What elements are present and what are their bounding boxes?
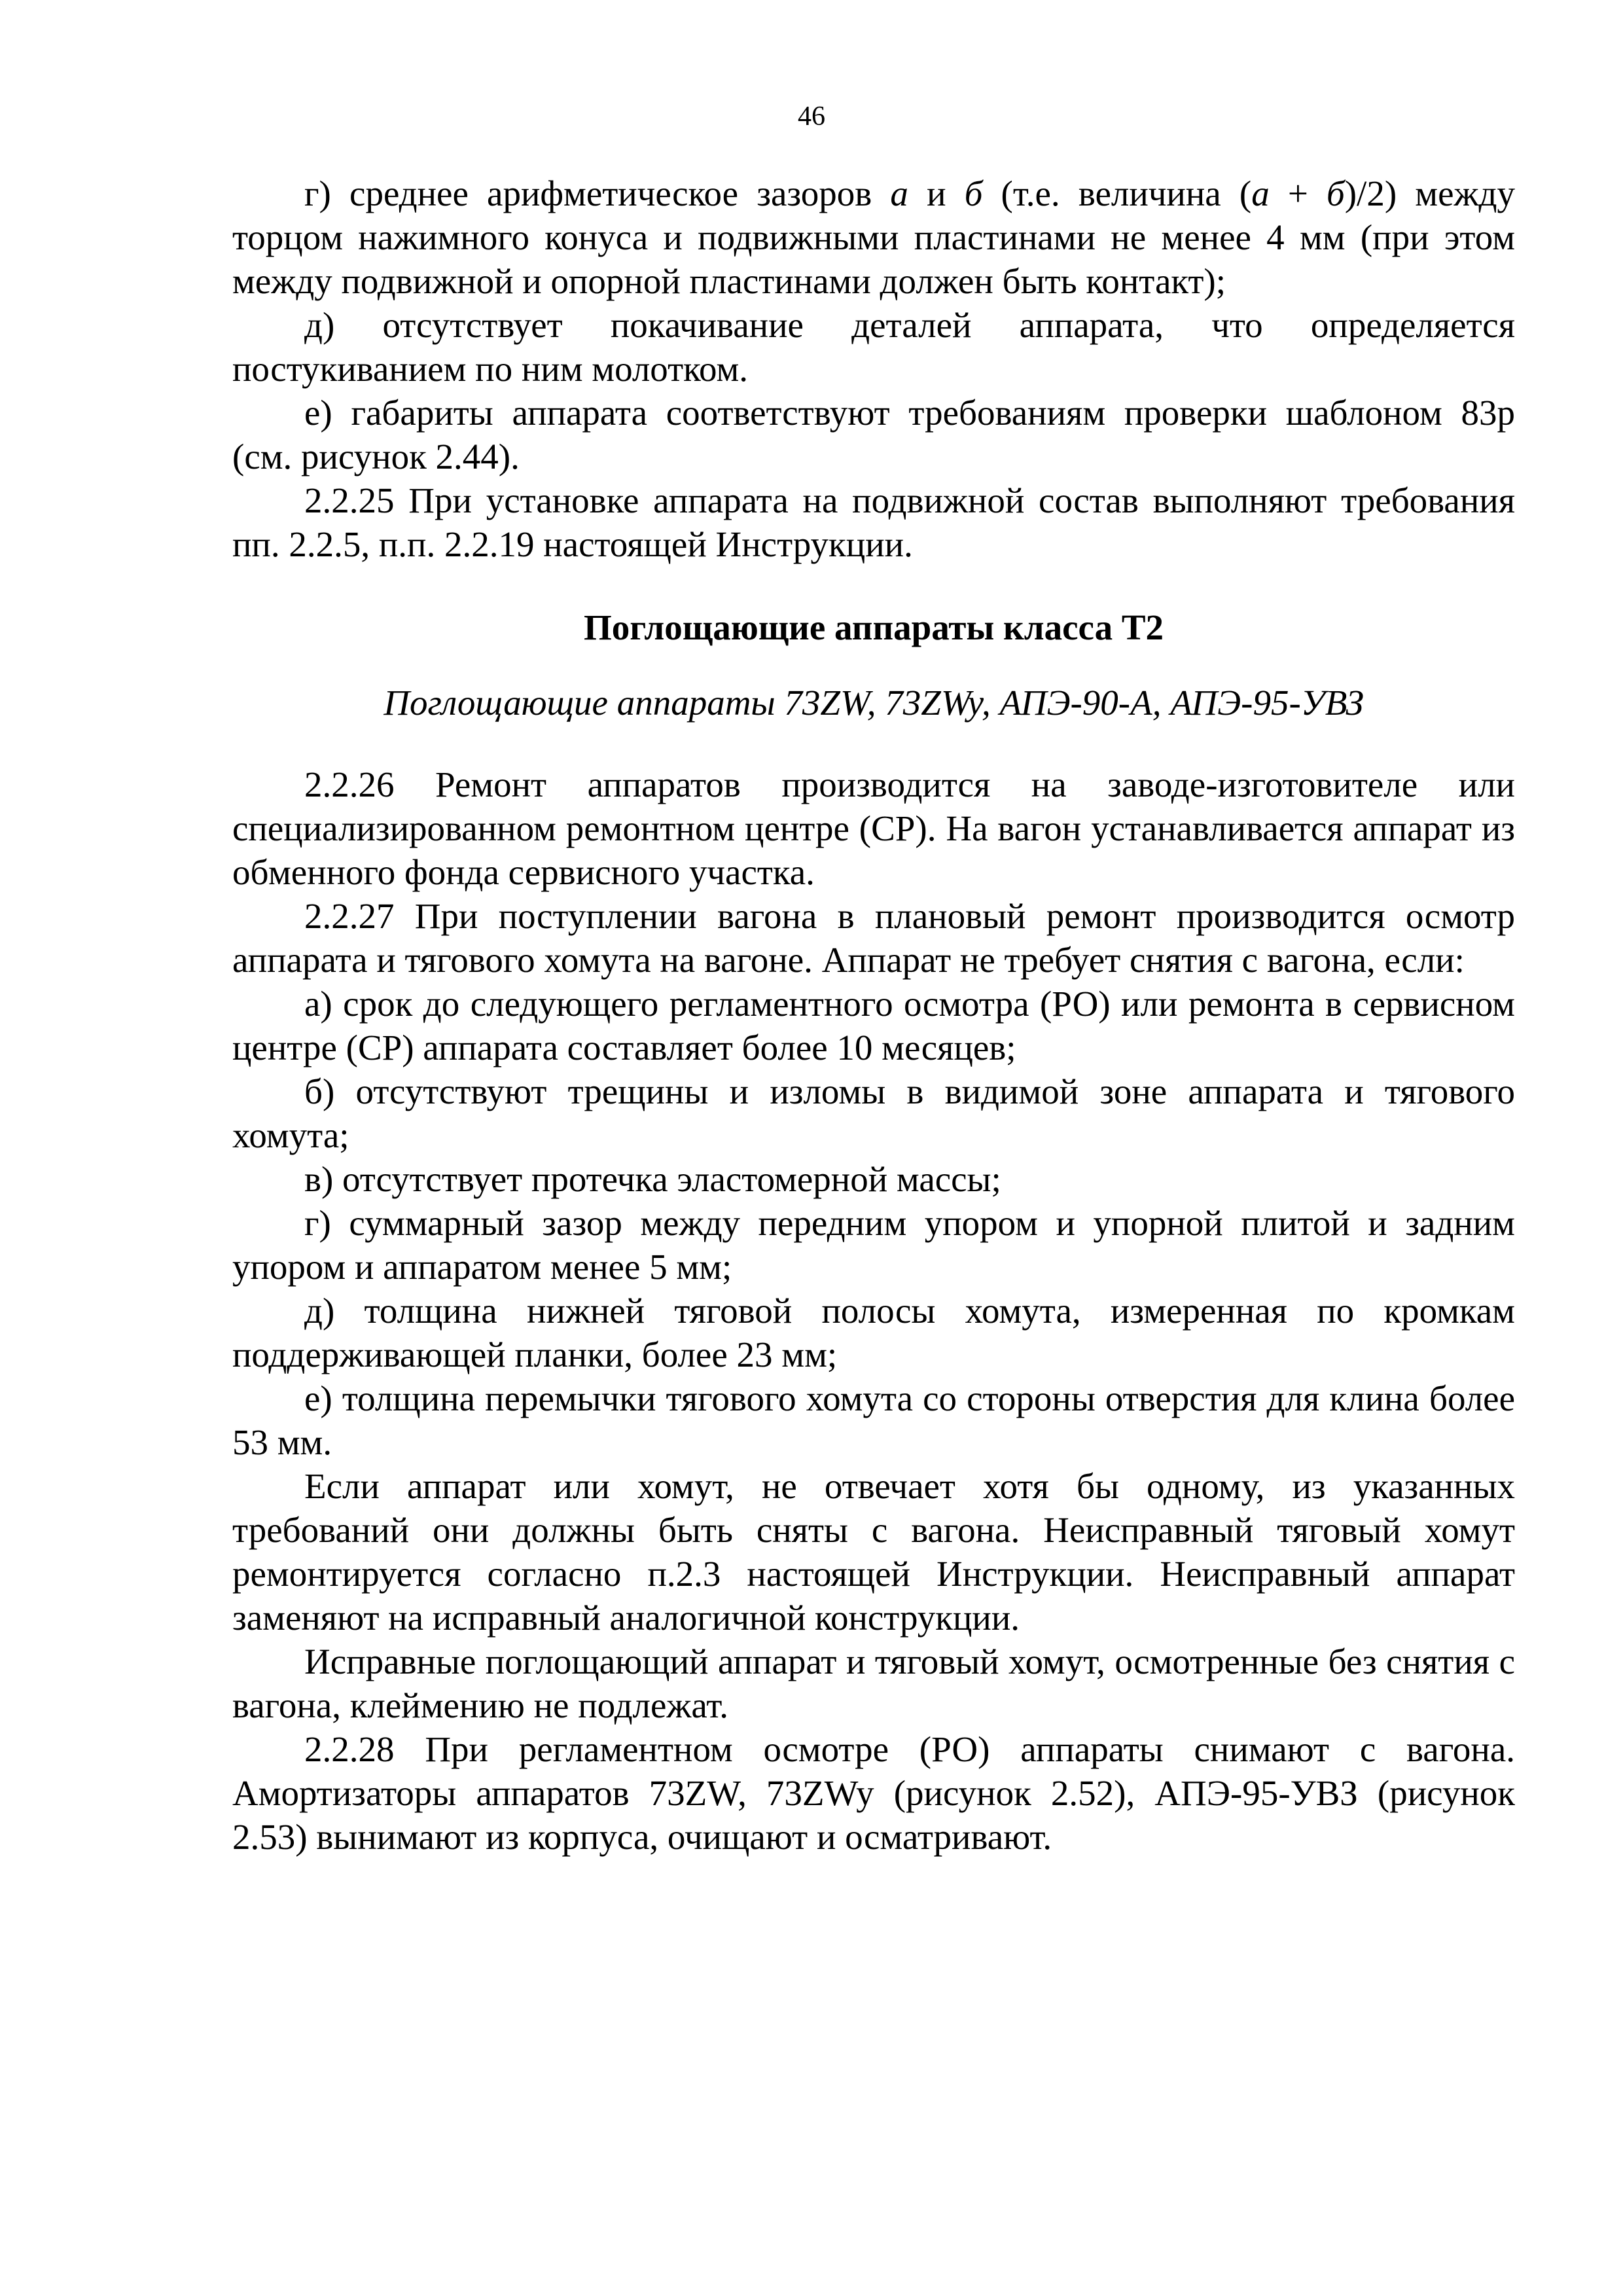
page-number: 46 bbox=[798, 101, 825, 132]
list-item-b: б) отсутствуют трещины и изломы в видимой зоне аппарата и тягового хомута; bbox=[232, 1071, 1515, 1155]
list-item-d: д) толщина нижней тяговой полосы хомута, измеренная по кромкам поддерживающей планки, более 23 мм; bbox=[232, 1291, 1515, 1374]
list-item-e: е) толщина перемычки тягового хомута со стороны отверстия для клина более 53 мм. bbox=[232, 1378, 1515, 1462]
paragraph-serviceable: Исправные поглощающий аппарат и тяговый хомут, осмотренные без снятия с вагона, клеймению не подлежат. bbox=[232, 1641, 1515, 1725]
list-item-v: в) отсутствует протечка эластомерной массы; bbox=[304, 1159, 1001, 1199]
document-body bbox=[232, 171, 1515, 1859]
list-item-a: а) срок до следующего регламентного осмотра (РО) или ремонта в сервисном центре (СР) аппарата составляет более 10 месяцев; bbox=[232, 984, 1515, 1067]
paragraph-d: д) отсутствует покачивание деталей аппарата, что определяется постукиванием по ним молотком. bbox=[232, 305, 1515, 389]
paragraph-2-2-28: 2.2.28 При регламентном осмотре (РО) аппараты снимают с вагона. Амортизаторы аппаратов 73ZW, 73ZWy (рисунок 2.52), АПЭ-95-УВЗ (рисунок 2.53) вынимают из корпуса, очищают и осматривают. bbox=[232, 1729, 1515, 1857]
paragraph-e: е) габариты аппарата соответствуют требованиям проверки шаблоном 83р (см. рисунок 2.44). bbox=[232, 393, 1515, 476]
paragraph-g: г) среднее арифметическое зазоров а и б (т.е. величина (а + б)/2) между торцом нажимного конуса и подвижными пластинами не менее 4 мм (при этом между подвижной и опорной пластинами должен быть контакт); bbox=[232, 173, 1515, 301]
list-item-g: г) суммарный зазор между передним упором и упорной плитой и задним упором и аппаратом менее 5 мм; bbox=[232, 1203, 1515, 1287]
section-subheading: Поглощающие аппараты 73ZW, 73ZWy, АПЭ-90-А, АПЭ-95-УВЗ bbox=[383, 683, 1364, 723]
paragraph-if-defective: Если аппарат или хомут, не отвечает хотя бы одному, из указанных требований они должны быть сняты с вагона. Неисправный тяговый хомут ремонтируется согласно п.2.3 настоящей Инструкции. Неисправный аппарат заменяют на исправный аналогичной конструкции. bbox=[232, 1466, 1515, 1638]
section-heading: Поглощающие аппараты класса Т2 bbox=[583, 607, 1164, 647]
paragraph-2-2-27: 2.2.27 При поступлении вагона в плановый ремонт производится осмотр аппарата и тягового хомута на вагоне. Аппарат не требует снятия с вагона, если: bbox=[232, 896, 1515, 980]
paragraph-2-2-26: 2.2.26 Ремонт аппаратов производится на заводе-изготовителе или специализированном ремонтном центре (СР). На вагон устанавливается аппарат из обменного фонда сервисного участка. bbox=[232, 764, 1515, 892]
paragraph-2-2-25: 2.2.25 При установке аппарата на подвижной состав выполняют требования пп. 2.2.5, п.п. 2.2.19 настоящей Инструкции. bbox=[232, 480, 1515, 564]
